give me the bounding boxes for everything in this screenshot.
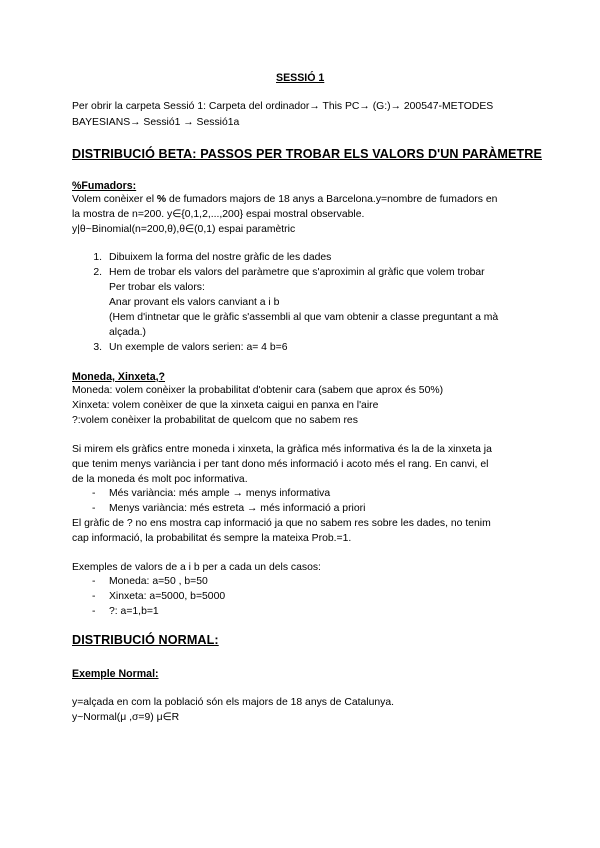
step-number: 1. (93, 252, 102, 263)
variance-item: Menys variància: més estreta → més informació a priori (109, 503, 366, 514)
variance-item: Més variància: més ample → menys informativa (109, 488, 331, 499)
dash-bullet: - (92, 606, 96, 617)
example-item: Xinxeta: a=5000, b=5000 (109, 591, 226, 602)
dash-bullet: - (92, 591, 96, 602)
fumadors-line-1: Volem conèixer el % de fumadors majors de 18 anys a Barcelona.y=nombre de fumadors en (72, 194, 498, 205)
paragraph2-line: cap informació, la probabilitat és sempre la mateixa Prob.=1. (72, 533, 352, 544)
step-detail: Anar provant els valors canviant a i b (109, 297, 280, 308)
dash-bullet: - (92, 503, 96, 514)
normal-line-1: y=alçada en com la població són els majors de 18 anys de Catalunya. (72, 697, 395, 708)
step-number: 3. (93, 342, 102, 353)
page-title: SESSIÓ 1 (276, 72, 325, 84)
paragraph-line: de la moneda és molt poc informativa. (72, 474, 248, 485)
dash-bullet: - (92, 576, 96, 587)
intro-line-2: BAYESIANS→ Sessió1 → Sessió1a (72, 117, 240, 128)
moneda-line: Xinxeta: volem conèixer de que la xinxeta caigui en panxa en l'aire (72, 400, 379, 411)
step-text: Dibuixem la forma del nostre gràfic de les dades (109, 252, 332, 263)
dash-bullet: - (92, 488, 96, 499)
moneda-line: Moneda: volem conèixer la probabilitat d'obtenir cara (sabem que aprox és 50%) (72, 385, 444, 396)
step-number: 2. (93, 267, 102, 278)
step-text: Hem de trobar els valors del paràmetre que s'aproximin al gràfic que volem trobar (109, 267, 485, 278)
normal-heading: DISTRIBUCIÓ NORMAL: (72, 633, 219, 647)
step-detail: (Hem d'intnetar que le gràfic s'assembli al que vam obtenir a classe preguntant a mà (109, 312, 499, 323)
paragraph-line: Si mirem els gràfics entre moneda i xinxeta, la gràfica més informativa és la de la xinxeta ja (72, 444, 492, 455)
examples-intro: Exemples de valors de a i b per a cada un dels casos: (72, 562, 321, 573)
moneda-line: ?:volem conèixer la probabilitat de quelcom que no sabem res (72, 415, 358, 426)
paragraph-line: que tenim menys variància i per tant dono més informació i acoto més el rang. En canvi, el (72, 459, 489, 470)
normal-line-2: y~Normal(μ ,σ=9) μ∈R (72, 712, 180, 723)
example-item: ?: a=1,b=1 (109, 606, 159, 617)
fumadors-heading: %Fumadors: (72, 180, 137, 192)
beta-heading: DISTRIBUCIÓ BETA: PASSOS PER TROBAR ELS VALORS D'UN PARÀMETRE (72, 147, 542, 161)
step-detail: Per trobar els valors: (109, 282, 205, 293)
step-detail: alçada.) (109, 327, 146, 338)
step-text: Un exemple de valors serien: a= 4 b=6 (109, 342, 288, 353)
fumadors-line-2: la mostra de n=200. y∈{0,1,2,...,200} espai mostral observable. (72, 209, 365, 220)
intro-line-1: Per obrir la carpeta Sessió 1: Carpeta del ordinador→ This PC→ (G:)→ 200547-METODES (72, 101, 494, 112)
fumadors-line-3: y|θ~Binomial(n=200,θ),θ∈(0,1) espai paramètric (72, 224, 296, 235)
moneda-heading: Moneda, Xinxeta,? (72, 371, 166, 383)
paragraph2-line: El gràfic de ? no ens mostra cap informació ja que no sabem res sobre les dades, no tenim (72, 518, 491, 529)
example-item: Moneda: a=50 , b=50 (109, 576, 208, 587)
normal-example-heading: Exemple Normal: (72, 668, 159, 680)
